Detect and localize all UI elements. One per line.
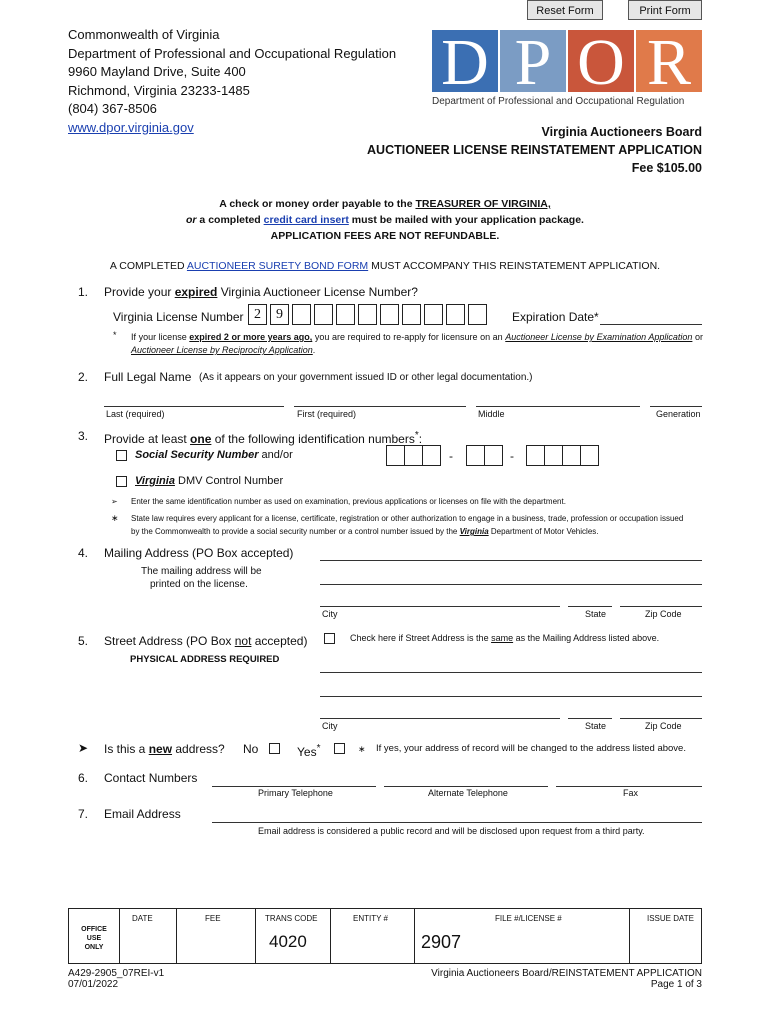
agency-line-2: Department of Professional and Occupational Regulation — [68, 45, 397, 61]
id-digit-cell[interactable] — [404, 445, 423, 466]
generation-caption: Generation — [656, 409, 701, 419]
page-number: Page 1 of 3 — [650, 979, 702, 990]
agency-phone: (804) 367-8506 — [68, 101, 157, 116]
q4-number: 4. — [78, 546, 89, 560]
agency-address — [68, 26, 396, 137]
office-trans-code-header: TRANS CODE — [265, 914, 318, 923]
office-file-license-header: FILE #/LICENSE # — [495, 914, 562, 923]
new-address-note-star: ∗ — [358, 744, 366, 754]
id-digit-cell[interactable] — [526, 445, 545, 466]
first-name-caption: First (required) — [297, 409, 357, 419]
license-digit-cell[interactable] — [402, 304, 421, 325]
q7-number: 7. — [78, 807, 89, 821]
street-state-field[interactable] — [568, 718, 612, 719]
logo-letter-r: R — [646, 30, 692, 99]
q1-question: Provide your expired Virginia Auctioneer License Number? — [104, 285, 418, 299]
street-address-label: Street Address (PO Box not accepted) — [104, 634, 308, 648]
ssn-checkbox[interactable] — [116, 450, 127, 461]
id-digit-cell[interactable] — [544, 445, 563, 466]
id-digit-cell[interactable] — [562, 445, 581, 466]
form-code-block — [68, 968, 164, 990]
q1-number: 1. — [78, 285, 89, 299]
primary-telephone-caption: Primary Telephone — [258, 788, 333, 798]
primary-telephone-field[interactable] — [212, 786, 376, 787]
ssn-label: Social Security Number and/or — [135, 449, 293, 461]
arrow-icon: ➤ — [78, 741, 89, 755]
new-address-no-checkbox[interactable] — [269, 743, 280, 754]
q3-question: Provide at least one of the following identification numbers*: — [104, 430, 423, 446]
last-name-caption: Last (required) — [106, 409, 165, 419]
street-city-caption: City — [322, 721, 338, 731]
bond-notice: A COMPLETED AUCTIONEER SURETY BOND FORM MUST ACCOMPANY THIS REINSTATEMENT APPLICATION. — [109, 260, 661, 272]
fax-caption: Fax — [623, 788, 639, 798]
middle-name-caption: Middle — [478, 409, 505, 419]
expiration-date-field[interactable] — [600, 324, 702, 325]
office-date-header: DATE — [132, 914, 153, 923]
id-digit-cell[interactable] — [422, 445, 441, 466]
email-public-record-note: Email address is considered a public record and will be disclosed upon request from a third party. — [258, 826, 645, 836]
street-state-caption: State — [585, 721, 607, 731]
license-digit-cell[interactable] — [314, 304, 333, 325]
form-title-block — [367, 123, 702, 177]
form-title: AUCTIONEER LICENSE REINSTATEMENT APPLICATION — [367, 143, 702, 157]
print-form-button[interactable]: Print Form — [628, 0, 702, 20]
footer-title-block — [431, 968, 702, 990]
office-use-box — [68, 908, 702, 964]
q3-bullet-2b: by the Commonwealth to provide a social security number or a control number issued by the Virginia Department of Motor Vehicles. — [131, 527, 599, 536]
treasurer-text: TREASURER OF VIRGINIA, — [415, 198, 551, 210]
exam-application-link[interactable]: Auctioneer License by Examination Application — [505, 332, 693, 342]
alternate-telephone-field[interactable] — [384, 786, 548, 787]
new-address-question: Is this a new address? — [104, 742, 225, 756]
new-address-yes-label: Yes* — [297, 743, 321, 759]
office-file-number-value: 2907 — [421, 932, 462, 952]
q3-bullet-1: Enter the same identification number as used on examination, previous applications or licenses on file with the department. — [131, 497, 566, 506]
license-digit-cell[interactable] — [336, 304, 355, 325]
office-issue-date-header: ISSUE DATE — [647, 914, 694, 923]
street-zip-field[interactable] — [620, 718, 702, 719]
q2-number: 2. — [78, 370, 89, 384]
id-digit-cell[interactable] — [580, 445, 599, 466]
logo-letter-d: D — [441, 30, 489, 99]
q6-number: 6. — [78, 771, 89, 785]
full-legal-name-hint: (As it appears on your government issued ID or other legal documentation.) — [199, 372, 533, 383]
email-address-label: Email Address — [104, 807, 181, 821]
logo-letter-p: P — [514, 30, 552, 99]
license-digit-cell[interactable] — [380, 304, 399, 325]
license-number-label: Virginia License Number — [113, 310, 244, 324]
reset-form-button[interactable]: Reset Form — [527, 0, 603, 20]
mailing-zip-field[interactable] — [620, 606, 702, 607]
license-digit-cell[interactable] — [424, 304, 443, 325]
form-code: A429-2905_07REI-v1 — [68, 968, 165, 979]
license-digit-cell[interactable]: 9 — [270, 304, 289, 325]
middle-name-field[interactable] — [476, 406, 640, 407]
office-trans-code-value: 4020 — [269, 932, 307, 951]
license-digit-cell[interactable] — [468, 304, 487, 325]
street-zip-caption: Zip Code — [645, 721, 682, 731]
payment-notice: A check or money order payable to the TREASURER OF VIRGINIA, or a completed credit card insert must be mailed with your application package. APPLICATION FEES ARE NOT REFUNDABLE. — [0, 196, 770, 244]
dpor-logo — [432, 30, 702, 110]
q5-number: 5. — [78, 634, 89, 648]
same-as-mailing-label: Check here if Street Address is the same as the Mailing Address listed above. — [350, 633, 660, 643]
mailing-state-field[interactable] — [568, 606, 612, 607]
office-fee-header: FEE — [205, 914, 221, 923]
email-address-field[interactable] — [212, 822, 702, 823]
fax-field[interactable] — [556, 786, 702, 787]
office-use-only-label: OFFICE USE ONLY — [81, 926, 107, 951]
agency-line-3: 9960 Mayland Drive, Suite 400 — [68, 64, 246, 79]
physical-address-required: PHYSICAL ADDRESS REQUIRED — [130, 654, 280, 665]
mailing-zip-caption: Zip Code — [645, 609, 682, 619]
street-address-line-1[interactable] — [320, 672, 702, 673]
id-digit-cell[interactable] — [484, 445, 503, 466]
new-address-yes-checkbox[interactable] — [334, 743, 345, 754]
fees-not-refundable: APPLICATION FEES ARE NOT REFUNDABLE. — [270, 230, 500, 242]
mailing-state-caption: State — [585, 609, 607, 619]
mailing-address-line-1[interactable] — [320, 560, 702, 561]
mailing-city-caption: City — [322, 609, 338, 619]
id-dash: - — [449, 449, 453, 463]
license-digit-cell[interactable] — [292, 304, 311, 325]
agency-line-4: Richmond, Virginia 23233-1485 — [68, 82, 250, 98]
logo-letter-o: O — [577, 30, 625, 99]
street-city-field[interactable] — [320, 718, 560, 719]
expiration-date-label: Expiration Date* — [512, 310, 599, 324]
license-digit-cell[interactable] — [446, 304, 465, 325]
q1-note-star: * — [113, 330, 117, 340]
id-digit-cell[interactable] — [386, 445, 405, 466]
dmv-checkbox[interactable] — [116, 476, 127, 487]
q3-bullet-2-symbol: ∗ — [111, 513, 119, 523]
mailing-address-label: Mailing Address (PO Box accepted) — [104, 546, 294, 560]
q3-number: 3. — [78, 429, 89, 443]
surety-bond-form-link[interactable]: AUCTIONEER SURETY BOND FORM — [186, 260, 369, 272]
contact-numbers-label: Contact Numbers — [104, 771, 198, 785]
credit-card-insert-link[interactable]: credit card insert — [263, 214, 349, 226]
agency-line-1: Commonwealth of Virginia — [68, 27, 220, 42]
mailing-address-line-2[interactable] — [320, 584, 702, 585]
q1-note: If your license expired 2 or more years ago, you are required to re-apply for licensure on an Auctioneer License by Examination Application or Auctioneer License by Reciprocity Application. — [131, 332, 703, 355]
mailing-city-field[interactable] — [320, 606, 560, 607]
reciprocity-application-link[interactable]: Auctioneer License by Reciprocity Application — [131, 345, 313, 355]
generation-field[interactable] — [650, 406, 702, 407]
license-digit-cell[interactable]: 2 — [248, 304, 267, 325]
footer-title: Virginia Auctioneers Board/REINSTATEMENT APPLICATION — [431, 968, 702, 979]
first-name-field[interactable] — [294, 406, 466, 407]
mailing-address-hint: The mailing address will be printed on the license. — [141, 566, 262, 590]
license-digit-cell[interactable] — [358, 304, 377, 325]
new-address-no-label: No — [243, 742, 259, 756]
fee-amount: Fee $105.00 — [631, 161, 702, 175]
q3-bullet-1-symbol: ➢ — [111, 497, 118, 506]
q3-bullet-2a: State law requires every applicant for a license, certificate, registration or other authorization to engage in a business, trade, profession or occupation issued — [131, 514, 684, 523]
full-legal-name-label: Full Legal Name — [104, 370, 192, 384]
office-entity-header: ENTITY # — [353, 914, 388, 923]
id-dash: - — [510, 449, 514, 463]
agency-website-link[interactable]: www.dpor.virginia.gov — [68, 119, 194, 135]
logo-caption: Department of Professional and Occupational Regulation — [432, 96, 685, 107]
last-name-field[interactable] — [104, 406, 284, 407]
board-name: Virginia Auctioneers Board — [541, 125, 702, 139]
id-digit-cell[interactable] — [466, 445, 485, 466]
same-as-mailing-checkbox[interactable] — [324, 633, 335, 644]
alternate-telephone-caption: Alternate Telephone — [428, 788, 508, 798]
form-date: 07/01/2022 — [68, 979, 119, 990]
dmv-label: Virginia DMV Control Number — [135, 475, 284, 487]
new-address-note: If yes, your address of record will be changed to the address listed above. — [376, 743, 686, 754]
street-address-line-2[interactable] — [320, 696, 702, 697]
